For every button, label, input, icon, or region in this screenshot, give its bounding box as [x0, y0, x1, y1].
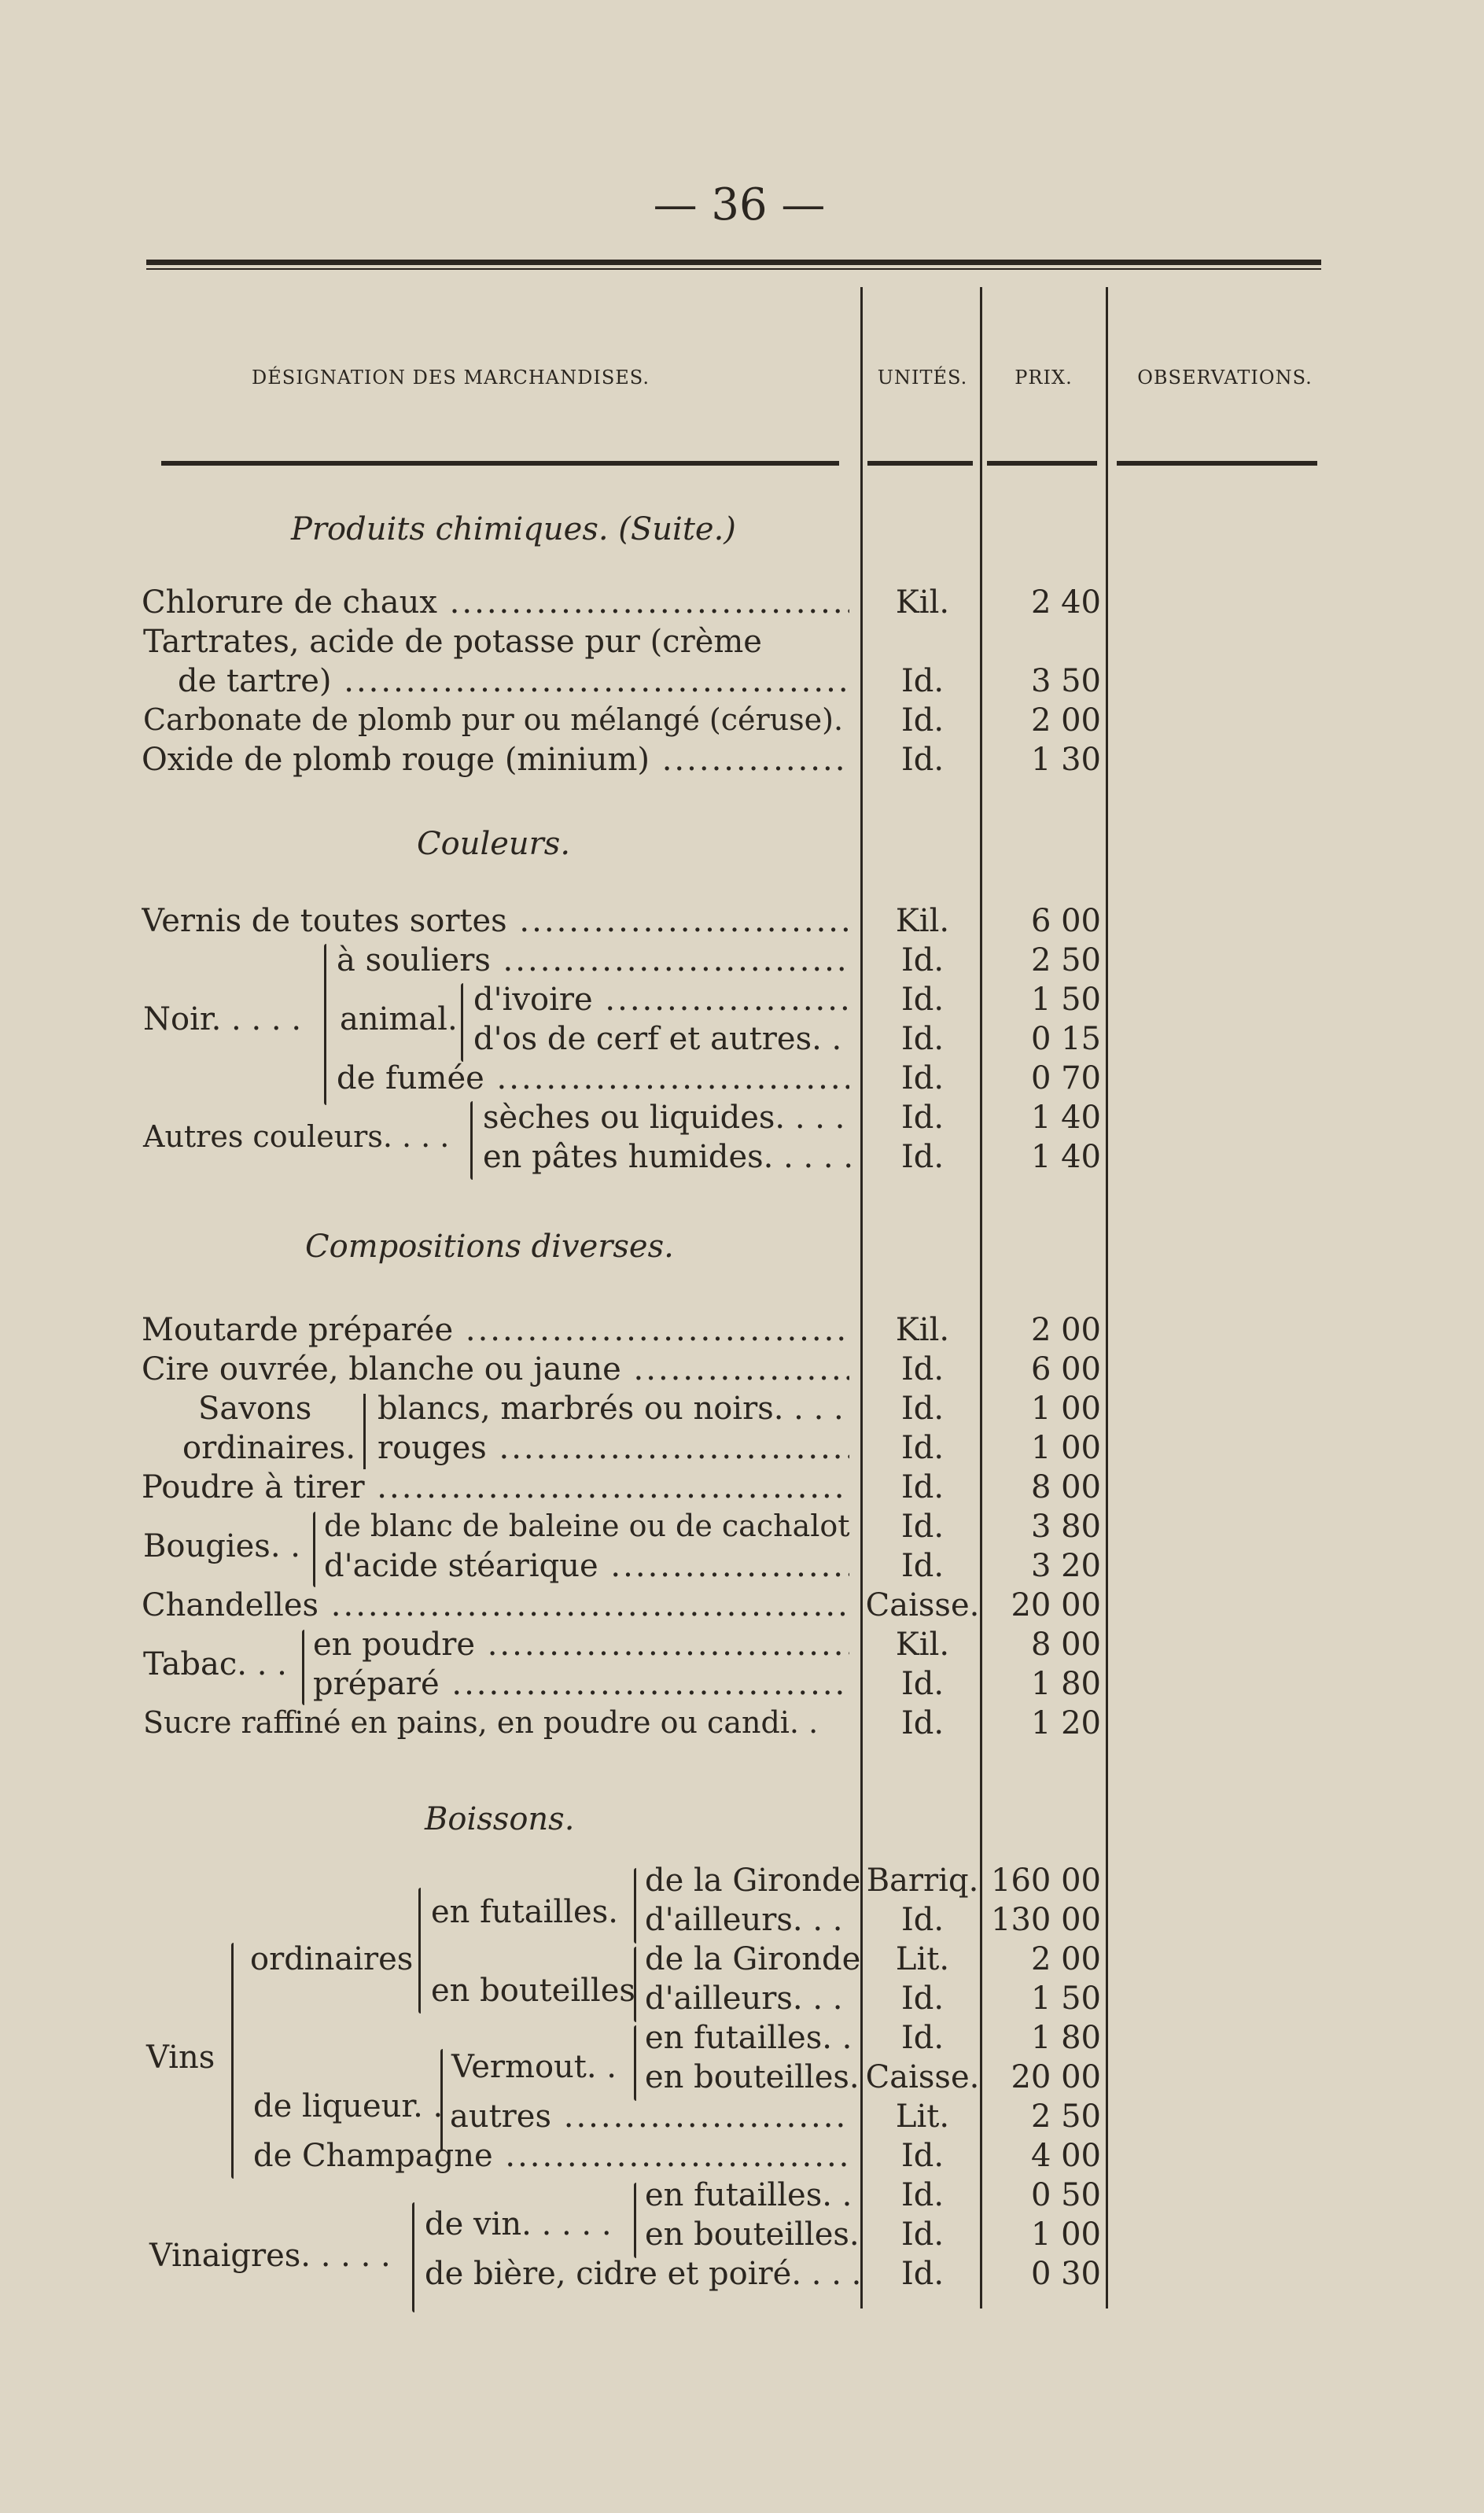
row-label: en futailles. .: [645, 2020, 852, 2056]
row-unit: Id.: [900, 1666, 945, 1702]
row-unit: Id.: [900, 1705, 945, 1741]
row-price: 1 50: [1030, 1981, 1101, 2017]
row-unit: Id.: [900, 742, 945, 778]
row-label: d'ailleurs. . .: [645, 1981, 843, 2017]
top-rule: [146, 260, 1321, 265]
column-divider: [860, 287, 863, 2308]
row-unit: Id.: [900, 1548, 945, 1584]
row-price: 160 00: [991, 1863, 1101, 1899]
page-number: — 36 —: [653, 179, 826, 230]
group-label-bougies: Bougies. .: [143, 1528, 300, 1564]
row-price: 0 70: [1030, 1060, 1101, 1096]
section-title: Boissons.: [425, 1801, 575, 1837]
section-title: Compositions diverses.: [305, 1229, 674, 1265]
row-label-continued: de tartre) .....: [178, 663, 849, 699]
row-label: de blanc de baleine ou de cachalot: [324, 1509, 850, 1543]
row-unit: Id.: [900, 942, 945, 978]
row-price: 3 80: [1030, 1509, 1101, 1545]
row-label: Tartrates, acide de potasse pur (crème: [143, 624, 762, 660]
header-unites: UNITÉS.: [877, 367, 968, 389]
row-label: Sucre raffiné en pains, en poudre ou candi. .: [143, 1705, 819, 1740]
row-label: blancs, marbrés ou noirs. . . .: [377, 1391, 844, 1427]
row-label: d'os de cerf et autres. .: [473, 1021, 842, 1057]
row-price: 2 50: [1030, 2098, 1101, 2135]
header-rule: [1117, 461, 1317, 466]
row-label: Poudre à tirer .....: [142, 1469, 849, 1505]
row-unit: Lit.: [895, 1941, 950, 1977]
row-price: 6 00: [1030, 903, 1101, 939]
row-price: 20 00: [1011, 1587, 1101, 1623]
group-label-animal: animal.: [340, 1001, 458, 1037]
row-unit: Id.: [900, 1100, 945, 1136]
row-price: 1 40: [1030, 1100, 1101, 1136]
row-unit: Lit.: [895, 2098, 950, 2135]
group-label-de-liqueur: de liqueur. .: [253, 2088, 444, 2124]
row-label: en poudre .....: [313, 1627, 849, 1663]
row-price: 1 00: [1030, 2216, 1101, 2253]
row-label: de Champagne .....: [253, 2138, 849, 2174]
row-unit: Id.: [900, 2216, 945, 2253]
row-price: 3 50: [1030, 663, 1101, 699]
row-label: en pâtes humides. . . . .: [483, 1139, 854, 1175]
column-divider: [1106, 287, 1108, 2308]
brace: [231, 1943, 234, 2179]
group-label-autres-couleurs: Autres couleurs. . . .: [143, 1119, 450, 1154]
row-unit: Id.: [900, 2020, 945, 2056]
row-unit: Id.: [900, 1021, 945, 1057]
brace: [634, 2183, 636, 2258]
row-label: Oxide de plomb rouge (minium) .....: [142, 742, 849, 778]
row-label: sèches ou liquides. . . .: [483, 1100, 845, 1136]
group-label-tabac: Tabac. . .: [143, 1646, 287, 1682]
row-price: 3 20: [1030, 1548, 1101, 1584]
row-unit: Caisse.: [865, 2059, 980, 2095]
row-label: Moutarde préparée .....: [142, 1312, 849, 1348]
brace: [324, 944, 326, 1105]
row-unit: Kil.: [895, 1312, 950, 1348]
row-label: Vernis de toutes sortes .....: [142, 903, 849, 939]
row-unit: Id.: [900, 1430, 945, 1466]
row-price: 8 00: [1030, 1469, 1101, 1505]
row-price: 2 50: [1030, 942, 1101, 978]
brace: [412, 2202, 414, 2312]
row-unit: Id.: [900, 2256, 945, 2292]
brace: [634, 2025, 636, 2101]
row-label: d'ivoire .....: [473, 982, 849, 1018]
row-price: 0 15: [1030, 1021, 1101, 1057]
row-label: de fumée .....: [337, 1060, 849, 1096]
column-divider: [980, 287, 982, 2308]
row-unit: Id.: [900, 1469, 945, 1505]
row-unit: Id.: [900, 2177, 945, 2213]
row-price: 1 40: [1030, 1139, 1101, 1175]
row-price: 1 00: [1030, 1391, 1101, 1427]
header-designation: DÉSIGNATION DES MARCHANDISES.: [252, 367, 650, 389]
group-label-savons: Savons: [198, 1391, 312, 1427]
row-unit: Kil.: [895, 584, 950, 621]
row-label: préparé .....: [313, 1666, 849, 1702]
brace: [440, 2049, 443, 2151]
brace: [634, 1868, 636, 1944]
row-label: en futailles. .: [645, 2177, 852, 2213]
row-label: Cire ouvrée, blanche ou jaune .....: [142, 1351, 849, 1387]
row-label: Chlorure de chaux .....: [142, 584, 849, 621]
row-unit: Id.: [900, 1902, 945, 1938]
row-price: 6 00: [1030, 1351, 1101, 1387]
row-price: 0 30: [1030, 2256, 1101, 2292]
row-unit: Id.: [900, 982, 945, 1018]
row-price: 0 50: [1030, 2177, 1101, 2213]
row-price: 8 00: [1030, 1627, 1101, 1663]
group-label-vins: Vins: [146, 2040, 215, 2076]
group-label-vermout: Vermout. .: [451, 2049, 617, 2085]
row-unit: Id.: [900, 1139, 945, 1175]
row-label: rouges .....: [377, 1430, 849, 1466]
header-rule: [987, 461, 1097, 466]
group-label-ordinaires: ordinaires.: [182, 1430, 356, 1466]
row-label: d'acide stéarique .....: [324, 1548, 849, 1584]
row-label: en bouteilles.: [645, 2216, 860, 2253]
brace: [302, 1630, 304, 1705]
row-unit: Caisse.: [865, 1587, 980, 1623]
row-label: de la Gironde: [645, 1941, 861, 1977]
row-unit: Id.: [900, 1509, 945, 1545]
row-price: 1 00: [1030, 1430, 1101, 1466]
brace: [363, 1394, 366, 1469]
group-label-vinaigres: Vinaigres. . . . .: [149, 2238, 391, 2274]
row-label: Chandelles .....: [142, 1587, 849, 1623]
brace: [461, 983, 463, 1062]
header-observations: OBSERVATIONS.: [1137, 367, 1313, 389]
row-price: 20 00: [1011, 2059, 1101, 2095]
row-price: 1 50: [1030, 982, 1101, 1018]
row-price: 1 80: [1030, 1666, 1101, 1702]
group-label-ordinaires: ordinaires: [250, 1941, 414, 1977]
row-unit: Id.: [900, 1391, 945, 1427]
row-unit: Id.: [900, 1060, 945, 1096]
row-price: 130 00: [991, 1902, 1101, 1938]
row-price: 2 00: [1030, 1941, 1101, 1977]
group-label-noir: Noir. . . . .: [143, 1001, 302, 1037]
group-label-en-bouteilles: en bouteilles: [431, 1973, 635, 2009]
header-rule: [161, 461, 839, 466]
header-prix: PRIX.: [1014, 367, 1073, 389]
header-rule: [867, 461, 973, 466]
top-rule-thin: [146, 268, 1321, 270]
brace: [634, 1947, 636, 2022]
group-label-de-vin: de vin. . . . .: [425, 2206, 612, 2242]
row-price: 1 20: [1030, 1705, 1101, 1741]
row-label: de la Gironde: [645, 1863, 861, 1899]
row-price: 2 00: [1030, 702, 1101, 739]
row-label: Carbonate de plomb pur ou mélangé (céruse).: [143, 702, 844, 737]
row-unit: Id.: [900, 1351, 945, 1387]
row-price: 2 40: [1030, 584, 1101, 621]
row-price: 1 30: [1030, 742, 1101, 778]
row-unit: Id.: [900, 702, 945, 739]
row-label: de bière, cidre et poiré. . . .: [425, 2256, 862, 2292]
row-unit: Id.: [900, 2138, 945, 2174]
row-label: en bouteilles.: [645, 2059, 860, 2095]
row-price: 4 00: [1030, 2138, 1101, 2174]
brace: [470, 1101, 473, 1180]
row-label: autres .....: [450, 2098, 849, 2135]
row-unit: Barriq.: [866, 1863, 979, 1899]
row-price: 1 80: [1030, 2020, 1101, 2056]
row-price: 2 00: [1030, 1312, 1101, 1348]
row-unit: Kil.: [895, 1627, 950, 1663]
brace: [418, 1888, 421, 2014]
row-label: à souliers .....: [337, 942, 849, 978]
row-unit: Id.: [900, 663, 945, 699]
brace: [313, 1512, 315, 1587]
section-title: Couleurs.: [417, 826, 571, 862]
section-title: Produits chimiques. (Suite.): [291, 511, 736, 547]
row-label: d'ailleurs. . .: [645, 1902, 843, 1938]
group-label-en-futailles: en futailles.: [431, 1894, 618, 1930]
row-unit: Kil.: [895, 903, 950, 939]
row-unit: Id.: [900, 1981, 945, 2017]
